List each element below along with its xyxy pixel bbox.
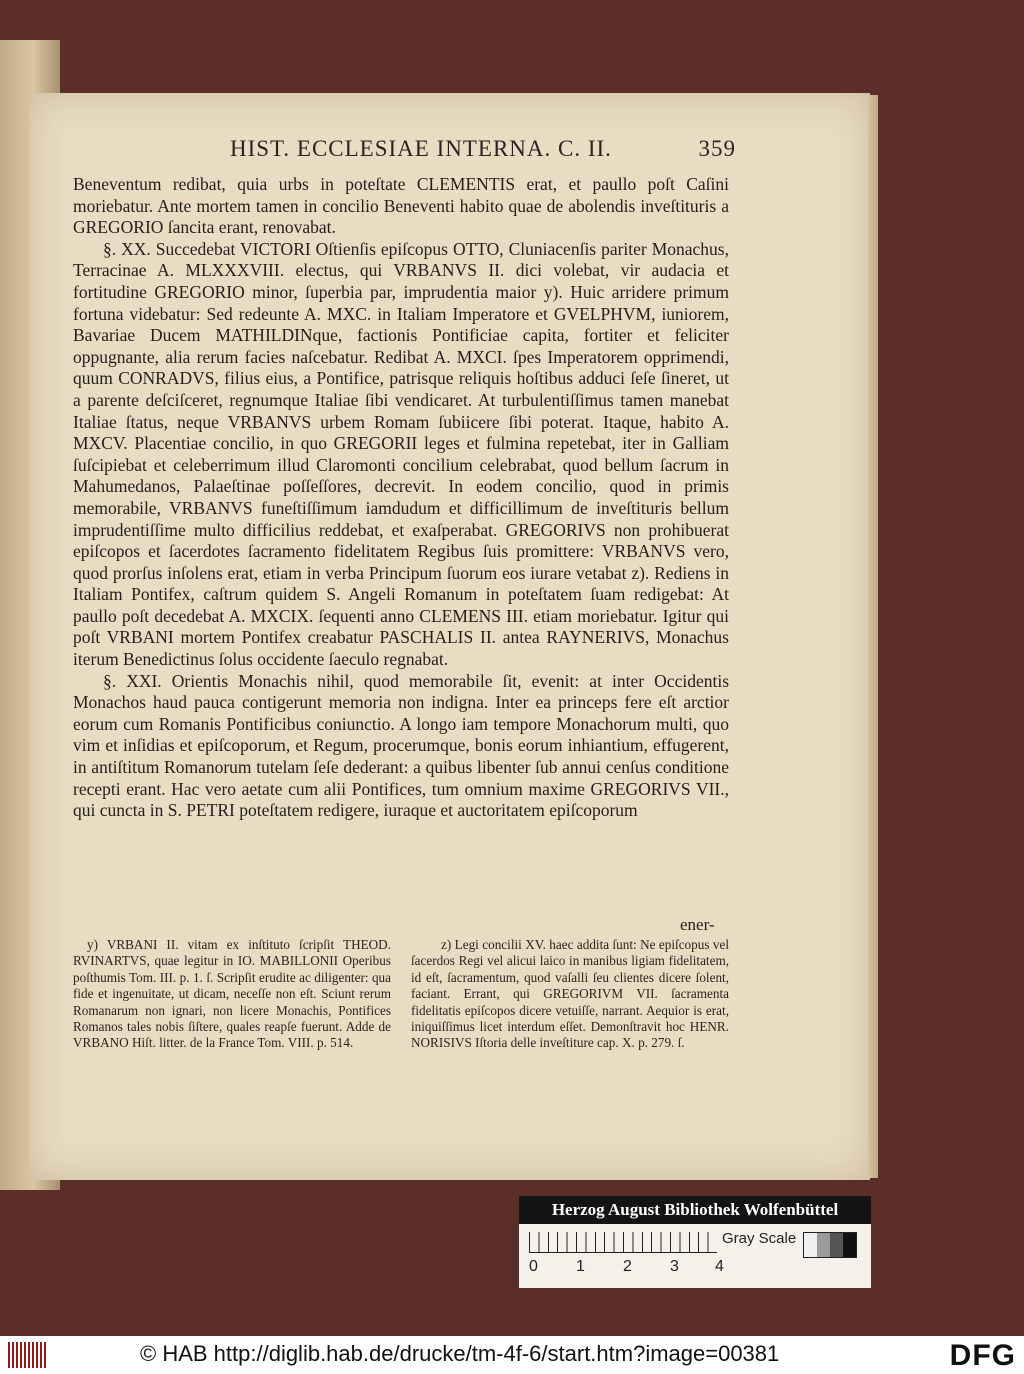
scale-ruler <box>529 1232 717 1253</box>
running-header <box>200 136 740 166</box>
tick-label: 3 <box>670 1258 679 1275</box>
paragraph: Beneventum redibat, quia urbs in poteſtate CLEMENTIS erat, et paullo poſt Caſini moriebatur. Ante mortem tamen in concilio Beneventi habito quae de abolendis inveſtituris a GREGORIO ſancita erant, renovabat. <box>73 174 729 238</box>
paragraph: §. XXI. Orientis Monachis nihil, quod memorabile ſit, evenit: at inter Occidentis Monachos haud pauca contigerunt memoria non indigna. Inter ea princeps fere eſt arctior eorum cum Romanis Pontificibus coniunctio. A longo iam tempore Monachorum multi, quo vim et inſidias et epiſcoporum, et Regum, procerumque, bonis eorum inhiantium, effugerent, in antiſtitum Romanorum tutelam ſeſe dederant: a quibus libenter ſub annui cenſus conditione recepti erant. Hac vero aetate cum alii Pontifices, tum omnium maxime GREGORIVS VII., qui cuncta in S. PETRI poteſtatem redigere, iuraque et auctoritatem epiſcoporum <box>73 670 729 821</box>
main-text <box>73 174 729 822</box>
card-title: Herzog August Bibliothek Wolfenbüttel <box>519 1196 871 1224</box>
catchword: ener- <box>680 915 715 934</box>
gray-swatch <box>830 1233 843 1257</box>
paragraph: §. XX. Succedebat VICTORI Oſtienſis epiſcopus OTTO, Cluniacenſis pariter Monachus, Terracinae A. MLXXXVIII. electus, qui VRBANVS II. dici volebat, vir audacia et fortitudine GREGORIO minor, ſuperbia par, imprudentia maior y). Huic arridere primum fortuna videbatur: Sed redeunte A. MXC. in Italiam Imperatore et GVELPHVM, iuniorem, Bavariae Ducem MATHILDINque, factionis Pontificiae capita, fortiter et feliciter oppugnante, alia rerum facies naſcebatur. Redibat A. MXCI. ſpes Imperatorem opprimendi, quum CONRADVS, filius eius, a Pontifice, patrisque reliquis hoſtibus adduci ſeſe ſineret, ut a parente deſciſceret, regnumque Italiae ſibi vendicaret. At turbulentiſſimus tamen manebat Italiae ſtatus, neque VRBANVS urbem Romam ſubiicere ſibi poterat. Itaque, habito A. MXCV. Placentiae concilio, in quo GREGORII leges et fulmina repetebat, iter in Galliam ſuſcipiebat et celeberrimum illud Claromonti concilium celebrabat, quod bellum ſacrum in Mahumedanos, Palaeſtinae poſſeſſores, decrevit. In eodem concilio, quod in primis memorabile, VRBANVS funeſtiſſimum iamdudum et difficillimum de inveſtituris bellum imprudentiſſime multo difficilius reddebat, et exaſperabat. GREGORIVS non prohibuerat epiſcopos et ſacerdotes ſacramento fidelitatem Regibus ſuis promittere: VRBANVS vero, quod prorſus inſolens erat, etiam in verba Principum ſuorum eos iurare vetabat z). Rediens in Italiam Pontifex, caſtrum quidem S. Angeli Romanum in poteſtatem ſuam redigebat: At paullo poſt decedebat A. MXCIX. ſequenti anno CLEMENS III. etiam moriebatur. Igitur qui poſt VRBANI mortem Pontifex creabatur PASCHALIS II. antea RAYNERIVS, Monachus iterum Benedictinus ſolus occidente ſaeculo regnabat. <box>73 238 729 670</box>
gray-scale-swatches <box>803 1232 857 1258</box>
footnotes <box>73 937 729 1052</box>
ruler-ticks <box>529 1258 729 1278</box>
footnote-y: y) VRBANI II. vitam ex inſtituto ſcripſit THEOD. RVINARTVS, quae legitur in IO. MABILLONII Operibus poſthumis Tom. III. p. 1. ſ. Scripſit erudite ac diligenter: qua fide et ingenuitate, ut dicam, neceſſe non eſt. Sciunt rerum Romanarum non ignari, non licere Monachis, Pontifices Romanos tales nobis ſiſtere, quales reapſe fuerunt. Adde de VRBANO Hiſt. litter. de la France Tom. VIII. p. 514. <box>73 937 391 1051</box>
color-calibration-card <box>519 1196 871 1288</box>
gray-swatch <box>843 1233 856 1257</box>
gray-swatch <box>804 1233 817 1257</box>
footnote-z: z) Legi concilii XV. haec addita ſunt: Ne epiſcopus vel ſacerdos Regi vel alicui laico in manibus ligiam fidelitatem, id eſt, ſacramentum, quod vaſalli ſeu clientes dicere ſolent, faciant. Errant, qui GREGORIVM VII. ſacramenta fidelitatis epiſcopos dicere vetuiſſe, narrant. Aequior is erat, iniquiſſimus licet interdum eſſet. Demonſtravit hoc HENR. NORISIVS Iſtoria delle inveſtiture cap. X. p. 279. ſ. <box>411 937 729 1051</box>
page-number: 359 <box>698 136 736 161</box>
tick-label: 4 <box>715 1258 724 1275</box>
hab-logo-icon <box>8 1342 48 1368</box>
gray-scale-label: Gray Scale <box>722 1230 797 1247</box>
gray-swatch <box>817 1233 830 1257</box>
tick-label: 1 <box>576 1258 585 1275</box>
tick-label: 0 <box>529 1258 538 1275</box>
viewer-footer <box>0 1336 1024 1374</box>
tick-label: 2 <box>623 1258 632 1275</box>
dfg-logo: DFG <box>949 1339 1016 1372</box>
running-title: HIST. ECCLESIAE INTERNA. C. II. <box>230 136 612 161</box>
source-url[interactable]: © HAB http://diglib.hab.de/drucke/tm-4f-6/start.htm?image=00381 <box>140 1341 780 1366</box>
page-edge <box>868 95 878 1178</box>
